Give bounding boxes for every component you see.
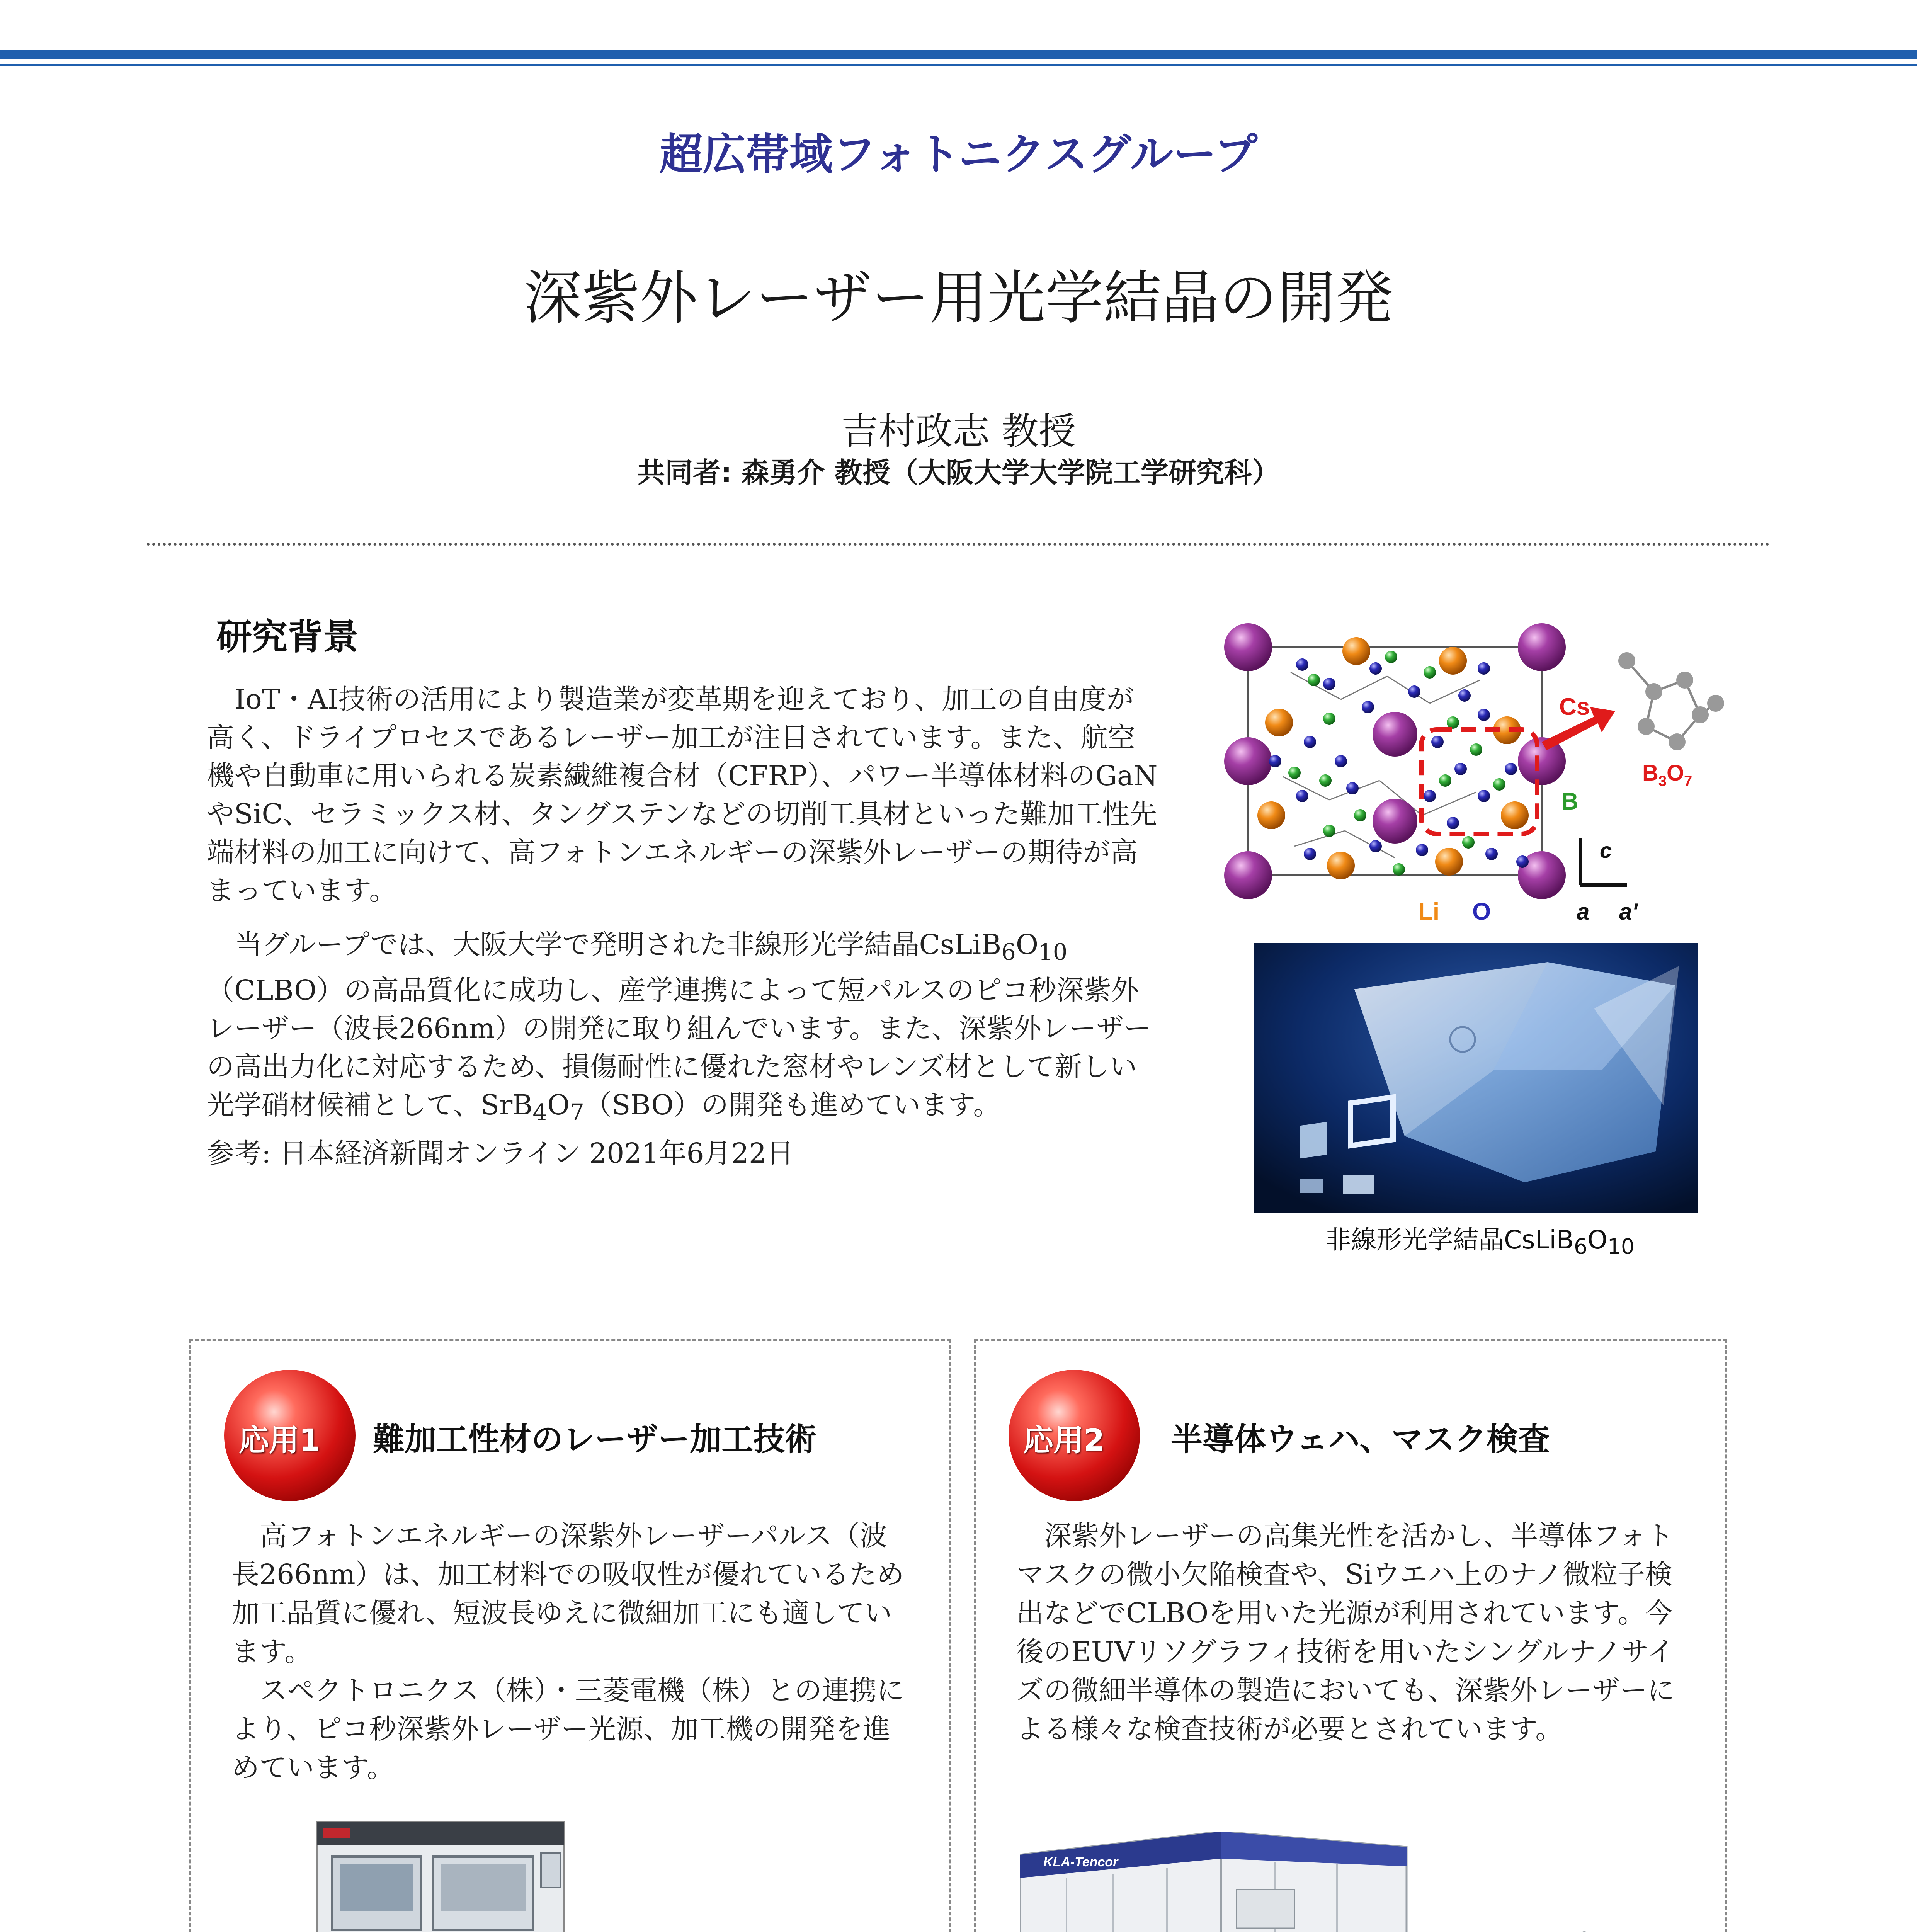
section-heading-background: 研究背景 bbox=[216, 616, 359, 658]
header-divider bbox=[147, 543, 1770, 546]
application-1-paragraph-1: 高フォトンエネルギーの深紫外レーザーパルス（波長266nm）は、加工材料での吸収性が優れているため加工品質に優れ、短波長ゆえに微細加工にも適しています。 bbox=[232, 1520, 904, 1668]
label-b3o7-sub2: 7 bbox=[1684, 773, 1692, 789]
background-paragraph-1: IoT・AI技術の活用により製造業が変革期を迎えており、加工の自由度が高く、ドライプロセスであるレーザー加工が注目されています。また、航空機や自動車に用いられる炭素繊維複合材（CFRP）、パワー半導体材料のGaNやSiC、セラミックス材、タングステンなどの切削工具材といった難加工性先端材料の加工に向けて、高フォトンエネルギーの深紫外レーザーの期待が高まっています。 bbox=[207, 683, 1158, 906]
application-1-badge: 応用1 bbox=[239, 1423, 320, 1458]
coauthor: 共同者: 森勇介 教授（大阪大学大学院工学研究科） bbox=[637, 456, 1280, 489]
laser-machine-image bbox=[301, 1799, 583, 1932]
para2-text-a: 当グループでは、大阪大学で発明された非線形光学結晶CsLiB bbox=[235, 929, 1002, 961]
label-cs: Cs bbox=[1559, 694, 1590, 720]
author: 吉村政志 教授 bbox=[841, 410, 1076, 453]
top-band-thick bbox=[0, 50, 1917, 59]
crystal-caption-sub2: 10 bbox=[1607, 1234, 1635, 1259]
crystal-caption-b: O bbox=[1587, 1225, 1607, 1255]
label-b3o7-a: B bbox=[1642, 760, 1658, 786]
label-li: Li bbox=[1418, 898, 1440, 925]
background-paragraph-2 bbox=[207, 925, 1161, 1131]
application-2-badge: 応用2 bbox=[1023, 1423, 1105, 1458]
crystal-structure-diagram bbox=[1213, 614, 1727, 931]
label-a-axis: a bbox=[1577, 899, 1590, 925]
para2-sub-3: 4 bbox=[532, 1099, 547, 1126]
application-1-paragraph-2: スペクトロニクス（株）・三菱電機（株）との連携により、ピコ秒深紫外レーザー光源、加工機の開発を進めています。 bbox=[232, 1674, 904, 1784]
label-b3o7-b: O bbox=[1667, 760, 1684, 786]
top-band-thin bbox=[0, 64, 1917, 66]
para2-text-e: （SBO）の開発も進めています。 bbox=[584, 1089, 1001, 1121]
crystal-caption bbox=[1252, 1219, 1708, 1259]
kla-brand-label: KLA-Tencor bbox=[1043, 1855, 1118, 1869]
label-b3o7 bbox=[1642, 760, 1692, 789]
label-a-prime-axis: a' bbox=[1619, 899, 1638, 925]
application-2-title: 半導体ウェハ、マスク検査 bbox=[1171, 1421, 1550, 1458]
page-title: 深紫外レーザー用光学結晶の開発 bbox=[524, 265, 1393, 332]
group-name: 超広帯域フォトニクスグループ bbox=[659, 129, 1258, 180]
para2-text-c: （CLBO）の高品質化に成功し、産学連携によって短パルスのピコ秒深紫外レーザー（波長266nm）の開発に取り組んでいます。また、深紫外レーザーの高出力化に対応するため、損傷耐性に優れた窓材やレンズ材として新しい光学硝材候補として、SrB bbox=[207, 974, 1151, 1121]
para2-sub-2: 10 bbox=[1038, 939, 1068, 966]
para2-text-b: O bbox=[1015, 929, 1039, 961]
kla-tencor-machine-image bbox=[1020, 1832, 1414, 1932]
nuflare-machine-image bbox=[1414, 1917, 1708, 1932]
label-c-axis: c bbox=[1600, 838, 1612, 862]
crystal-caption-a: 非線形光学結晶CsLiB bbox=[1325, 1225, 1574, 1255]
reference-note: 参考: 日本経済新聞オンライン 2021年6月22日 bbox=[207, 1137, 794, 1169]
label-o: O bbox=[1472, 898, 1491, 925]
para2-sub-1: 6 bbox=[1001, 939, 1016, 966]
para2-text-d: O bbox=[547, 1089, 570, 1121]
application-1-title: 難加工性材のレーザー加工技術 bbox=[373, 1421, 817, 1458]
crystal-photo bbox=[1254, 943, 1698, 1213]
para2-sub-4: 7 bbox=[570, 1099, 584, 1126]
label-b: B bbox=[1561, 788, 1579, 815]
application-2-paragraph: 深紫外レーザーの高集光性を活かし、半導体フォトマスクの微小欠陥検査や、Siウエハ上のナノ微粒子検出などでCLBOを用いた光源が利用されています。今後のEUVリソグラフィ技術を用いたシングルナノサイズの微細半導体の製造においても、深紫外レーザーによる様々な検査技術が必要とされています。 bbox=[1016, 1520, 1675, 1745]
label-b3o7-sub1: 3 bbox=[1658, 773, 1667, 789]
crystal-caption-sub1: 6 bbox=[1573, 1234, 1587, 1259]
